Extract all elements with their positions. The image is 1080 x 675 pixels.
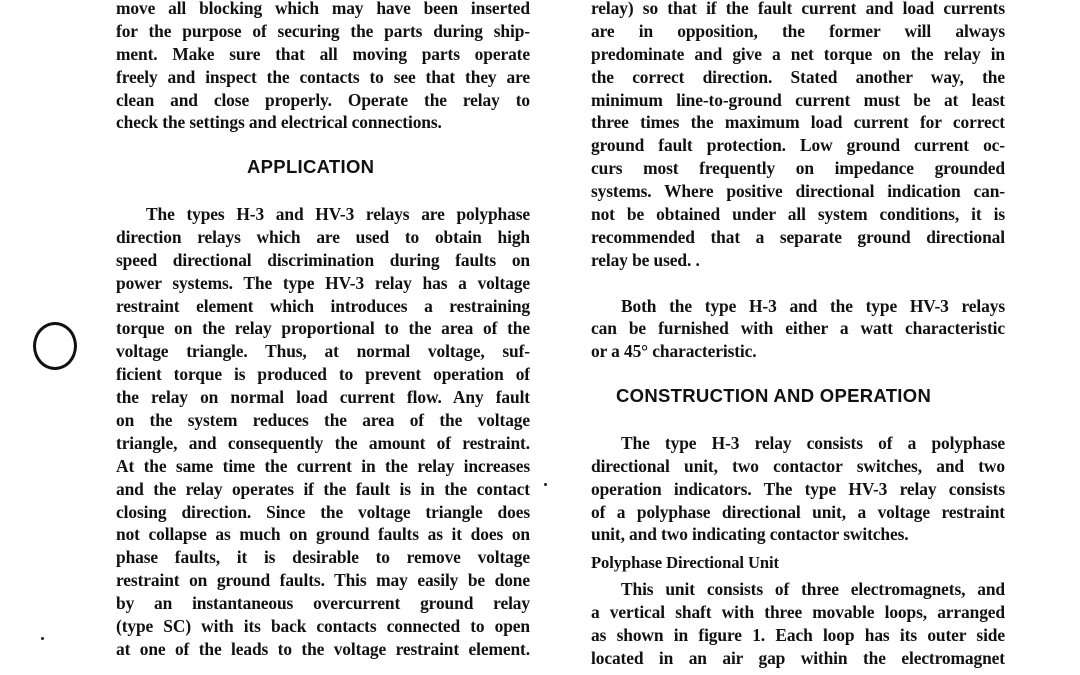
text-line: speed directional discrimination during faults on <box>116 249 530 270</box>
text-line: as shown in figure 1. Each loop has its outer side <box>591 625 1005 646</box>
text-line: directional unit, two contactor switches, and two <box>591 455 1005 476</box>
text-line: closing direction. Since the voltage triangle does <box>116 501 530 522</box>
text-line: voltage triangle. Thus, at normal voltage, suf- <box>116 341 530 362</box>
text-line: minimum line-to-ground current must be at least <box>591 89 1005 110</box>
text-line: systems. Where positive directional indication can- <box>591 181 1005 202</box>
text-line: ment. Make sure that all moving parts operate <box>116 43 530 64</box>
text-line: relay be used. . <box>591 249 700 270</box>
text-line: the relay on normal load current flow. Any fault <box>116 387 530 408</box>
text-line: restraint on ground faults. This may easily be done <box>116 570 530 591</box>
text-line: of a polyphase directional unit, a voltage restraint <box>591 501 1005 522</box>
text-line: at one of the leads to the voltage restraint element. <box>116 638 530 659</box>
text-line: three times the maximum load current for correct <box>591 112 1005 133</box>
text-line: not be obtained under all system conditions, it is <box>591 204 1005 225</box>
application-heading-block <box>116 134 530 203</box>
text-line: move all blocking which may have been inserted <box>116 0 530 18</box>
scan-speck <box>41 637 44 640</box>
construction-heading: CONSTRUCTION AND OPERATION <box>616 385 932 407</box>
text-line: are in opposition, the former will always <box>591 20 1005 41</box>
text-line: freely and inspect the contacts to see that they are <box>116 66 530 87</box>
text-line: triangle, and consequently the amount of restraint. <box>116 432 530 453</box>
text-line: located in an air gap within the electromagnet <box>591 647 1005 668</box>
text-line: check the settings and electrical connections. <box>116 112 442 133</box>
text-line: predominate and give a net torque on the relay in <box>591 43 1005 64</box>
text-line: operation indicators. The type HV-3 relay consists <box>591 478 1005 499</box>
text-line: curs most frequently on impedance grounded <box>591 158 1005 179</box>
text-line: for the purpose of securing the parts during ship- <box>116 20 530 41</box>
text-line: The types H-3 and HV-3 relays are polyphase <box>146 203 530 224</box>
text-line: ground fault protection. Low ground current oc- <box>591 135 1005 156</box>
paragraph-gap <box>591 272 1005 295</box>
text-line: This unit consists of three electromagnets, and <box>621 579 1005 600</box>
text-line: direction relays which are used to obtain high <box>116 226 530 247</box>
text-line: (type SC) with its back contacts connected to open <box>116 615 530 636</box>
text-line: restraint element which introduces a restraining <box>116 295 530 316</box>
text-line: power systems. The type HV-3 relay has a voltage <box>116 272 530 293</box>
text-line: clean and close properly. Operate the relay to <box>116 89 530 110</box>
text-line: Both the type H-3 and the type HV-3 relays <box>621 295 1005 316</box>
binder-hole <box>33 322 77 370</box>
text-line: ficient torque is produced to prevent operation of <box>116 364 530 385</box>
application-heading: APPLICATION <box>247 156 375 178</box>
left-column <box>116 0 530 661</box>
text-line: At the same time the current in the relay increases <box>116 455 530 476</box>
text-line: torque on the relay proportional to the area of the <box>116 318 530 339</box>
text-line: recommended that a separate ground directional <box>591 226 1005 247</box>
right-column <box>591 0 1005 670</box>
text-line: the correct direction. Stated another way, the <box>591 66 1005 87</box>
polyphase-subheading-block <box>591 546 1005 578</box>
text-line: The type H-3 relay consists of a polyphase <box>621 432 1005 453</box>
text-line: can be furnished with either a watt characteristic <box>591 318 1005 339</box>
text-line: on the system reduces the area of the voltage <box>116 409 530 430</box>
polyphase-subheading: Polyphase Directional Unit <box>591 553 779 573</box>
text-line: phase faults, it is desirable to remove voltage <box>116 547 530 568</box>
construction-heading-block <box>591 363 1005 432</box>
text-line: by an instantaneous overcurrent ground relay <box>116 593 530 614</box>
scan-speck <box>544 483 547 486</box>
text-line: a vertical shaft with three movable loops, arranged <box>591 602 1005 623</box>
text-line: and the relay operates if the fault is in the contact <box>116 478 530 499</box>
text-line: or a 45° characteristic. <box>591 341 757 362</box>
text-line: relay) so that if the fault current and load currents <box>591 0 1005 18</box>
text-line: not collapse as much on ground faults as it does on <box>116 524 530 545</box>
text-line: unit, and two indicating contactor switches. <box>591 524 909 545</box>
